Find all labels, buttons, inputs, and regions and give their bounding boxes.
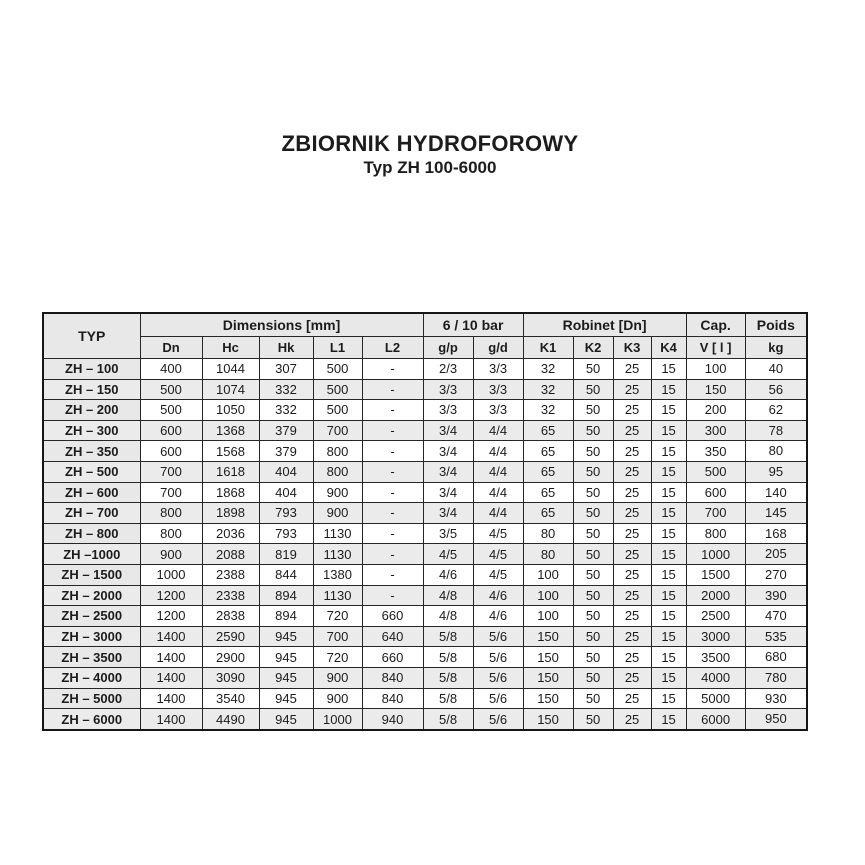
table-row — [43, 585, 807, 606]
value-cell: 1400 — [140, 688, 202, 709]
value-cell: 1200 — [140, 606, 202, 627]
value-cell: 56 — [745, 379, 807, 400]
value-cell: 900 — [313, 503, 362, 524]
table-row — [43, 482, 807, 503]
value-cell: 900 — [313, 667, 362, 688]
value-cell: 1050 — [202, 400, 259, 421]
value-cell: 2900 — [202, 647, 259, 668]
document-header — [0, 131, 860, 179]
value-cell: 800 — [686, 523, 745, 544]
value-cell: 25 — [613, 503, 651, 524]
table-row — [43, 544, 807, 565]
value-cell: 1044 — [202, 359, 259, 380]
value-cell: 15 — [651, 482, 686, 503]
value-cell: 15 — [651, 585, 686, 606]
value-cell: 80 — [745, 441, 807, 462]
value-cell: 500 — [686, 461, 745, 482]
table-body — [43, 359, 807, 731]
value-cell: 62 — [745, 400, 807, 421]
value-cell: 3/3 — [473, 379, 523, 400]
typ-cell: ZH – 100 — [43, 359, 140, 380]
value-cell: 5/8 — [423, 647, 473, 668]
value-cell: 5/6 — [473, 647, 523, 668]
typ-cell: ZH –1000 — [43, 544, 140, 565]
value-cell: 1380 — [313, 564, 362, 585]
value-cell: - — [362, 503, 423, 524]
value-cell: 1618 — [202, 461, 259, 482]
value-cell: 50 — [573, 359, 613, 380]
value-cell: 500 — [140, 400, 202, 421]
value-cell: 15 — [651, 667, 686, 688]
value-cell: 3/3 — [473, 400, 523, 421]
value-cell: 379 — [259, 441, 313, 462]
value-cell: 150 — [523, 688, 573, 709]
value-cell: - — [362, 379, 423, 400]
value-cell: - — [362, 420, 423, 441]
col-header-dn: Dn — [140, 337, 202, 359]
value-cell: 950 — [745, 709, 807, 730]
col-header-kg: kg — [745, 337, 807, 359]
value-cell: 844 — [259, 564, 313, 585]
value-cell: 640 — [362, 626, 423, 647]
value-cell: 1000 — [686, 544, 745, 565]
value-cell: 2338 — [202, 585, 259, 606]
col-header-typ: TYP — [43, 313, 140, 359]
value-cell: 65 — [523, 461, 573, 482]
value-cell: - — [362, 523, 423, 544]
value-cell: 940 — [362, 709, 423, 730]
value-cell: 15 — [651, 709, 686, 730]
value-cell: 95 — [745, 461, 807, 482]
typ-cell: ZH – 4000 — [43, 667, 140, 688]
value-cell: 3500 — [686, 647, 745, 668]
value-cell: 894 — [259, 585, 313, 606]
page-subtitle: Typ ZH 100-6000 — [363, 158, 497, 177]
value-cell: 4/6 — [423, 564, 473, 585]
value-cell: 6000 — [686, 709, 745, 730]
value-cell: 680 — [745, 647, 807, 668]
value-cell: 15 — [651, 461, 686, 482]
value-cell: 65 — [523, 503, 573, 524]
value-cell: - — [362, 400, 423, 421]
value-cell: 150 — [523, 667, 573, 688]
value-cell: 700 — [140, 461, 202, 482]
value-cell: 50 — [573, 400, 613, 421]
value-cell: 25 — [613, 379, 651, 400]
value-cell: 50 — [573, 667, 613, 688]
value-cell: 1400 — [140, 626, 202, 647]
value-cell: 930 — [745, 688, 807, 709]
value-cell: 50 — [573, 564, 613, 585]
table-row — [43, 709, 807, 730]
value-cell: 404 — [259, 482, 313, 503]
value-cell: 205 — [745, 544, 807, 565]
value-cell: 793 — [259, 523, 313, 544]
table-row — [43, 359, 807, 380]
col-header-v: V [ l ] — [686, 337, 745, 359]
value-cell: 50 — [573, 626, 613, 647]
value-cell: 50 — [573, 503, 613, 524]
value-cell: 2838 — [202, 606, 259, 627]
col-header-k3: K3 — [613, 337, 651, 359]
value-cell: 600 — [686, 482, 745, 503]
value-cell: 3540 — [202, 688, 259, 709]
value-cell: 15 — [651, 564, 686, 585]
value-cell: 700 — [686, 503, 745, 524]
typ-cell: ZH – 2500 — [43, 606, 140, 627]
typ-cell: ZH – 700 — [43, 503, 140, 524]
value-cell: 100 — [686, 359, 745, 380]
value-cell: 3/4 — [423, 441, 473, 462]
table-row — [43, 626, 807, 647]
value-cell: 2088 — [202, 544, 259, 565]
value-cell: 1400 — [140, 667, 202, 688]
value-cell: 1200 — [140, 585, 202, 606]
value-cell: 4490 — [202, 709, 259, 730]
value-cell: 200 — [686, 400, 745, 421]
page-title: ZBIORNIK HYDROFOROWY — [281, 131, 579, 156]
value-cell: 700 — [313, 420, 362, 441]
value-cell: 50 — [573, 379, 613, 400]
value-cell: 50 — [573, 523, 613, 544]
value-cell: 80 — [523, 544, 573, 565]
value-cell: 2388 — [202, 564, 259, 585]
value-cell: 379 — [259, 420, 313, 441]
value-cell: 1130 — [313, 523, 362, 544]
value-cell: 150 — [686, 379, 745, 400]
value-cell: 1400 — [140, 709, 202, 730]
value-cell: 1568 — [202, 441, 259, 462]
value-cell: 2590 — [202, 626, 259, 647]
col-header-k2: K2 — [573, 337, 613, 359]
value-cell: 50 — [573, 420, 613, 441]
value-cell: 5/6 — [473, 688, 523, 709]
value-cell: 25 — [613, 523, 651, 544]
value-cell: 840 — [362, 688, 423, 709]
value-cell: - — [362, 564, 423, 585]
value-cell: 3/4 — [423, 420, 473, 441]
value-cell: - — [362, 359, 423, 380]
value-cell: 1868 — [202, 482, 259, 503]
value-cell: 4/5 — [473, 523, 523, 544]
col-header-k4: K4 — [651, 337, 686, 359]
value-cell: 945 — [259, 626, 313, 647]
value-cell: 500 — [313, 359, 362, 380]
value-cell: 800 — [313, 441, 362, 462]
value-cell: 50 — [573, 606, 613, 627]
value-cell: 780 — [745, 667, 807, 688]
value-cell: 535 — [745, 626, 807, 647]
value-cell: 25 — [613, 626, 651, 647]
value-cell: 1000 — [313, 709, 362, 730]
value-cell: 50 — [573, 709, 613, 730]
value-cell: 100 — [523, 564, 573, 585]
value-cell: 25 — [613, 709, 651, 730]
value-cell: 25 — [613, 585, 651, 606]
typ-cell: ZH – 200 — [43, 400, 140, 421]
table-row — [43, 400, 807, 421]
table-row — [43, 420, 807, 441]
value-cell: 4/8 — [423, 606, 473, 627]
table-row — [43, 667, 807, 688]
value-cell: 3/4 — [423, 482, 473, 503]
table-row — [43, 461, 807, 482]
value-cell: 25 — [613, 606, 651, 627]
value-cell: 65 — [523, 420, 573, 441]
value-cell: 50 — [573, 647, 613, 668]
value-cell: 307 — [259, 359, 313, 380]
value-cell: 800 — [140, 503, 202, 524]
value-cell: 140 — [745, 482, 807, 503]
value-cell: 819 — [259, 544, 313, 565]
value-cell: 65 — [523, 441, 573, 462]
value-cell: 3000 — [686, 626, 745, 647]
value-cell: 3/3 — [423, 379, 473, 400]
col-group-robinet: Robinet [Dn] — [523, 313, 686, 337]
value-cell: 25 — [613, 359, 651, 380]
value-cell: 2/3 — [423, 359, 473, 380]
value-cell: 150 — [523, 626, 573, 647]
col-header-l1: L1 — [313, 337, 362, 359]
value-cell: 78 — [745, 420, 807, 441]
value-cell: 100 — [523, 606, 573, 627]
value-cell: 150 — [523, 647, 573, 668]
value-cell: 840 — [362, 667, 423, 688]
value-cell: 900 — [140, 544, 202, 565]
value-cell: 1898 — [202, 503, 259, 524]
value-cell: 660 — [362, 606, 423, 627]
value-cell: 4/4 — [473, 420, 523, 441]
value-cell: 720 — [313, 606, 362, 627]
value-cell: 600 — [140, 420, 202, 441]
value-cell: 945 — [259, 688, 313, 709]
value-cell: 5/8 — [423, 709, 473, 730]
value-cell: 5/8 — [423, 667, 473, 688]
value-cell: 720 — [313, 647, 362, 668]
value-cell: 500 — [140, 379, 202, 400]
value-cell: 25 — [613, 564, 651, 585]
col-group-pressure: 6 / 10 bar — [423, 313, 523, 337]
value-cell: 3/3 — [473, 359, 523, 380]
value-cell: 1000 — [140, 564, 202, 585]
value-cell: 270 — [745, 564, 807, 585]
value-cell: 50 — [573, 688, 613, 709]
table-row — [43, 523, 807, 544]
value-cell: 2500 — [686, 606, 745, 627]
value-cell: 700 — [313, 626, 362, 647]
value-cell: 4000 — [686, 667, 745, 688]
value-cell: 15 — [651, 647, 686, 668]
value-cell: 50 — [573, 544, 613, 565]
value-cell: 25 — [613, 482, 651, 503]
value-cell: 3/4 — [423, 461, 473, 482]
value-cell: 32 — [523, 379, 573, 400]
value-cell: 4/4 — [473, 441, 523, 462]
value-cell: 700 — [140, 482, 202, 503]
value-cell: 800 — [140, 523, 202, 544]
value-cell: 50 — [573, 441, 613, 462]
value-cell: 404 — [259, 461, 313, 482]
value-cell: 300 — [686, 420, 745, 441]
value-cell: 332 — [259, 400, 313, 421]
value-cell: 5/6 — [473, 709, 523, 730]
col-header-k1: K1 — [523, 337, 573, 359]
value-cell: 390 — [745, 585, 807, 606]
col-group-capacity: Cap. — [686, 313, 745, 337]
value-cell: 4/6 — [473, 585, 523, 606]
value-cell: - — [362, 441, 423, 462]
value-cell: 50 — [573, 461, 613, 482]
col-group-dimensions: Dimensions [mm] — [140, 313, 423, 337]
value-cell: 168 — [745, 523, 807, 544]
value-cell: 15 — [651, 503, 686, 524]
value-cell: 5/8 — [423, 688, 473, 709]
typ-cell: ZH – 600 — [43, 482, 140, 503]
table-row — [43, 647, 807, 668]
value-cell: 3/4 — [423, 503, 473, 524]
value-cell: 25 — [613, 420, 651, 441]
table-row — [43, 441, 807, 462]
value-cell: 894 — [259, 606, 313, 627]
value-cell: 500 — [313, 400, 362, 421]
value-cell: 900 — [313, 482, 362, 503]
value-cell: 25 — [613, 441, 651, 462]
value-cell: 350 — [686, 441, 745, 462]
value-cell: 1130 — [313, 585, 362, 606]
value-cell: 32 — [523, 400, 573, 421]
col-header-hc: Hc — [202, 337, 259, 359]
value-cell: - — [362, 461, 423, 482]
value-cell: 1074 — [202, 379, 259, 400]
value-cell: 5/8 — [423, 626, 473, 647]
value-cell: 500 — [313, 379, 362, 400]
value-cell: 4/4 — [473, 503, 523, 524]
value-cell: 1500 — [686, 564, 745, 585]
value-cell: 145 — [745, 503, 807, 524]
typ-cell: ZH – 3000 — [43, 626, 140, 647]
value-cell: 4/4 — [473, 482, 523, 503]
value-cell: 5/6 — [473, 626, 523, 647]
value-cell: 15 — [651, 359, 686, 380]
value-cell: 5/6 — [473, 667, 523, 688]
table-row — [43, 688, 807, 709]
value-cell: 2036 — [202, 523, 259, 544]
value-cell: 3/3 — [423, 400, 473, 421]
typ-cell: ZH – 6000 — [43, 709, 140, 730]
value-cell: 15 — [651, 626, 686, 647]
typ-cell: ZH – 300 — [43, 420, 140, 441]
value-cell: 4/5 — [473, 564, 523, 585]
col-group-weight: Poids — [745, 313, 807, 337]
value-cell: 25 — [613, 400, 651, 421]
typ-cell: ZH – 150 — [43, 379, 140, 400]
value-cell: 5000 — [686, 688, 745, 709]
value-cell: 25 — [613, 667, 651, 688]
value-cell: 15 — [651, 400, 686, 421]
value-cell: 25 — [613, 544, 651, 565]
value-cell: 900 — [313, 688, 362, 709]
value-cell: 15 — [651, 523, 686, 544]
value-cell: 25 — [613, 461, 651, 482]
value-cell: 945 — [259, 709, 313, 730]
value-cell: 800 — [313, 461, 362, 482]
value-cell: 40 — [745, 359, 807, 380]
typ-cell: ZH – 500 — [43, 461, 140, 482]
col-header-gp: g/p — [423, 337, 473, 359]
value-cell: 2000 — [686, 585, 745, 606]
value-cell: - — [362, 544, 423, 565]
value-cell: 470 — [745, 606, 807, 627]
value-cell: 4/6 — [473, 606, 523, 627]
table-row — [43, 379, 807, 400]
value-cell: 50 — [573, 482, 613, 503]
value-cell: 15 — [651, 688, 686, 709]
value-cell: 4/8 — [423, 585, 473, 606]
col-header-l2: L2 — [362, 337, 423, 359]
value-cell: - — [362, 585, 423, 606]
value-cell: 793 — [259, 503, 313, 524]
value-cell: 15 — [651, 544, 686, 565]
value-cell: 150 — [523, 709, 573, 730]
value-cell: 945 — [259, 667, 313, 688]
value-cell: 3/5 — [423, 523, 473, 544]
value-cell: 50 — [573, 585, 613, 606]
value-cell: 600 — [140, 441, 202, 462]
value-cell: 3090 — [202, 667, 259, 688]
value-cell: 400 — [140, 359, 202, 380]
value-cell: 15 — [651, 441, 686, 462]
value-cell: - — [362, 482, 423, 503]
value-cell: 332 — [259, 379, 313, 400]
typ-cell: ZH – 3500 — [43, 647, 140, 668]
value-cell: 100 — [523, 585, 573, 606]
value-cell: 1368 — [202, 420, 259, 441]
typ-cell: ZH – 1500 — [43, 564, 140, 585]
value-cell: 660 — [362, 647, 423, 668]
typ-cell: ZH – 2000 — [43, 585, 140, 606]
value-cell: 15 — [651, 379, 686, 400]
value-cell: 65 — [523, 482, 573, 503]
table-row — [43, 606, 807, 627]
value-cell: 4/5 — [423, 544, 473, 565]
table-row — [43, 503, 807, 524]
value-cell: 32 — [523, 359, 573, 380]
col-header-hk: Hk — [259, 337, 313, 359]
value-cell: 25 — [613, 647, 651, 668]
value-cell: 945 — [259, 647, 313, 668]
typ-cell: ZH – 5000 — [43, 688, 140, 709]
col-header-gd: g/d — [473, 337, 523, 359]
value-cell: 15 — [651, 420, 686, 441]
value-cell: 1130 — [313, 544, 362, 565]
value-cell: 1400 — [140, 647, 202, 668]
typ-cell: ZH – 350 — [43, 441, 140, 462]
value-cell: 80 — [523, 523, 573, 544]
table-row — [43, 564, 807, 585]
value-cell: 15 — [651, 606, 686, 627]
value-cell: 4/4 — [473, 461, 523, 482]
spec-table — [42, 312, 808, 731]
table-header — [43, 313, 807, 359]
value-cell: 25 — [613, 688, 651, 709]
typ-cell: ZH – 800 — [43, 523, 140, 544]
value-cell: 4/5 — [473, 544, 523, 565]
